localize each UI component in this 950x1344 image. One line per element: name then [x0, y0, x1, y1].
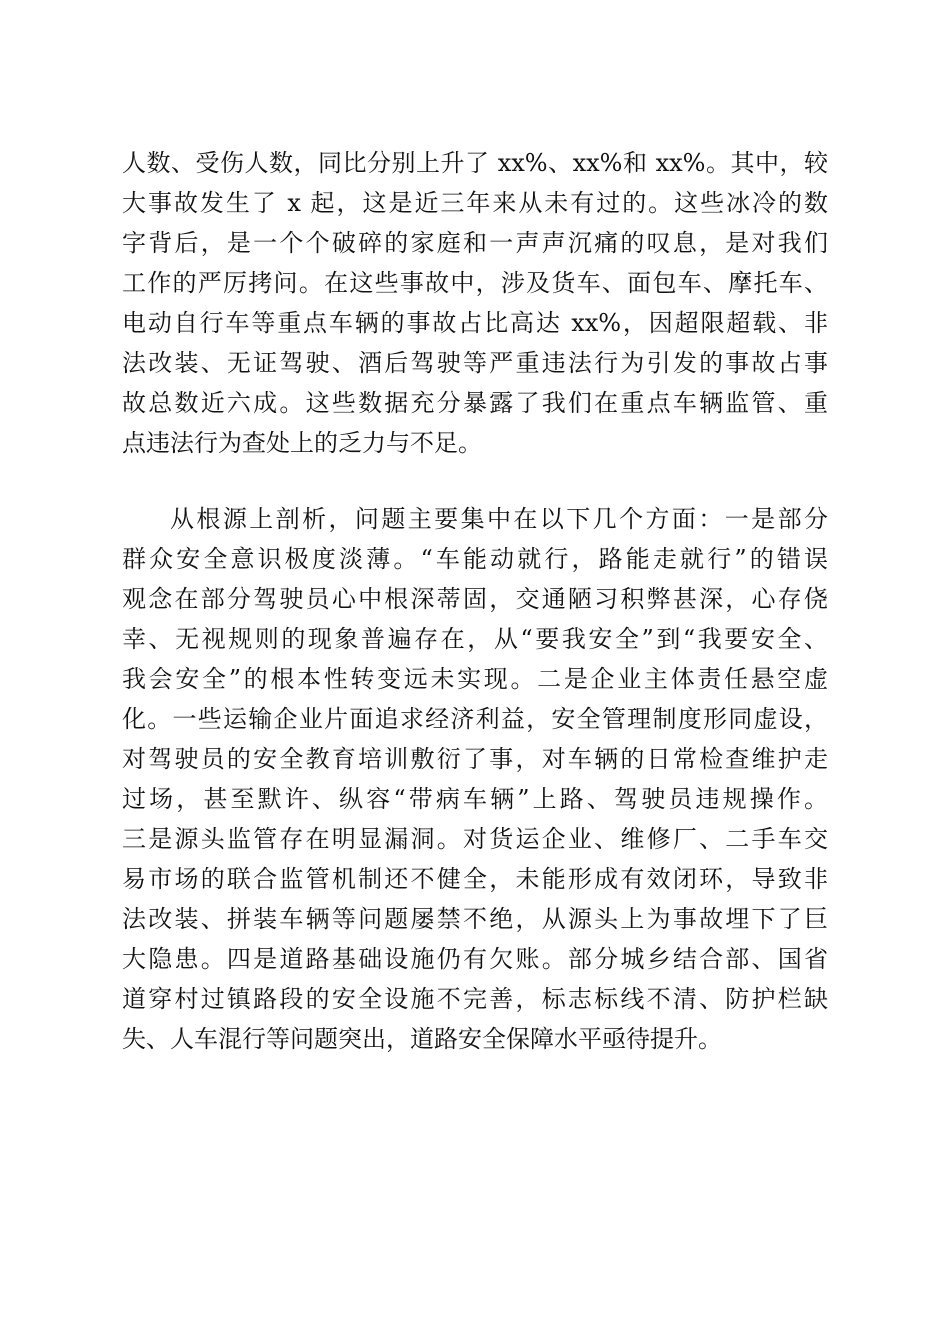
text-line: 法改装、无证驾驶、酒后驾驶等严重违法行为引发的事故占事	[122, 349, 828, 377]
text-line: 故总数近六成。这些数据充分暴露了我们在重点车辆监管、重	[122, 389, 828, 417]
text-line: 道穿村过镇路段的安全设施不完善，标志标线不清、防护栏缺	[122, 985, 828, 1013]
text-line: 对驾驶员的安全教育培训敷衍了事，对车辆的日常检查维护走	[122, 745, 828, 773]
text-line: 工作的严厉拷问。在这些事故中，涉及货车、面包车、摩托车、	[122, 269, 828, 297]
text-line: 电动自行车等重点车辆的事故占比高达 xx%，因超限超载、非	[122, 309, 828, 337]
text-line: 我会安全”的根本性转变远未实现。二是企业主体责任悬空虚	[122, 665, 828, 693]
text-line: 人数、受伤人数，同比分别上升了 xx%、xx%和 xx%。其中，较	[122, 149, 828, 177]
text-line: 群众安全意识极度淡薄。“车能动就行，路能走就行”的错误	[122, 545, 828, 573]
text-line: 从根源上剖析，问题主要集中在以下几个方面：一是部分	[170, 505, 828, 533]
text-line: 易市场的联合监管机制还不健全，未能形成有效闭环，导致非	[122, 865, 828, 893]
text-line: 三是源头监管存在明显漏洞。对货运企业、维修厂、二手车交	[122, 825, 828, 853]
text-line: 化。一些运输企业片面追求经济利益，安全管理制度形同虚设，	[122, 705, 828, 733]
text-line: 大隐患。四是道路基础设施仍有欠账。部分城乡结合部、国省	[122, 945, 828, 973]
text-line: 法改装、拼装车辆等问题屡禁不绝，从源头上为事故埋下了巨	[122, 905, 828, 933]
text-line: 大事故发生了 x 起，这是近三年来从未有过的。这些冰冷的数	[122, 189, 828, 217]
text-line: 字背后，是一个个破碎的家庭和一声声沉痛的叹息，是对我们	[122, 229, 828, 257]
text-line: 失、人车混行等问题突出，道路安全保障水平亟待提升。	[122, 1025, 722, 1053]
text-line: 过场，甚至默许、纵容“带病车辆”上路、驾驶员违规操作。	[122, 785, 828, 813]
text-line: 点违法行为查处上的乏力与不足。	[122, 429, 482, 457]
text-line: 观念在部分驾驶员心中根深蒂固，交通陋习积弊甚深，心存侥	[122, 585, 828, 613]
text-line: 幸、无视规则的现象普遍存在，从“要我安全”到“我要安全、	[122, 625, 828, 653]
